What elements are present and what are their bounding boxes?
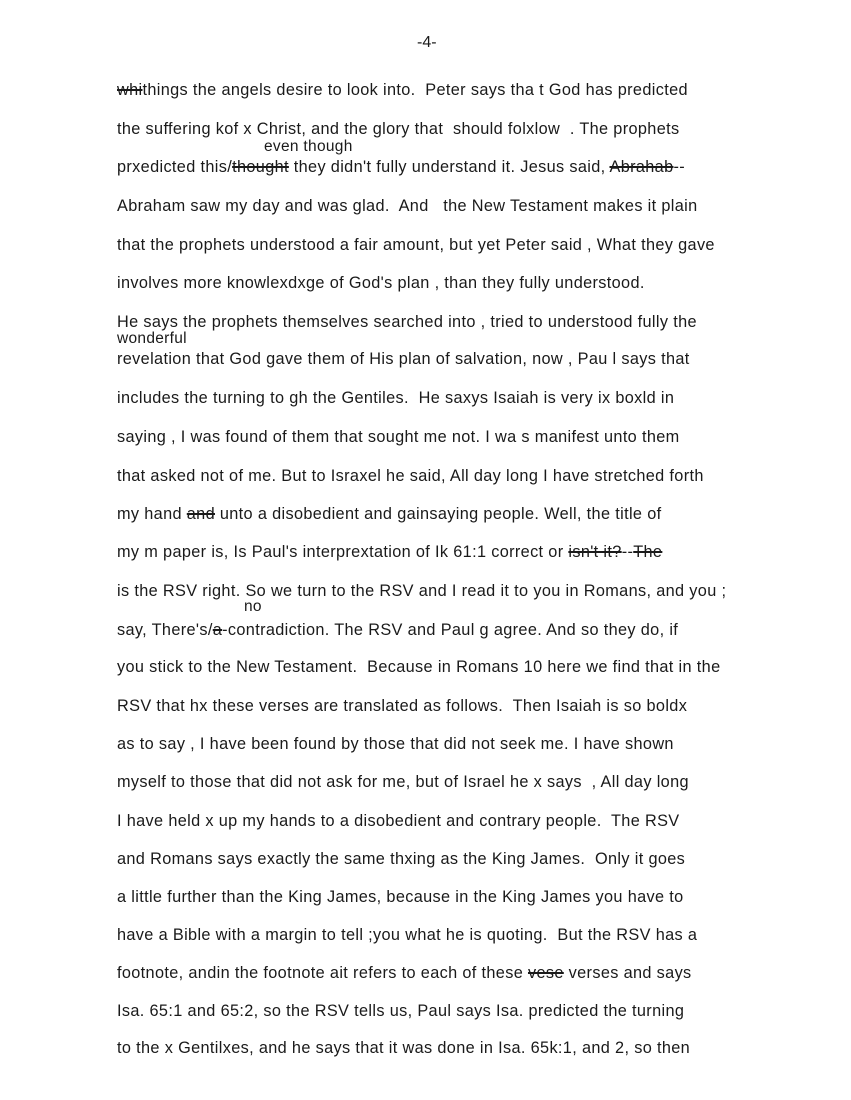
text-segment: I have held x up my hands to a disobedient and contrary people. The RSV: [117, 812, 680, 830]
text-segment: verses and says: [563, 964, 692, 982]
text-line: [117, 849, 685, 869]
text-line: [117, 119, 679, 139]
text-line: [117, 696, 687, 716]
text-segment: He says the prophets themselves searched into , tried to understood fully the: [117, 313, 697, 331]
struck-text: Abrahab: [609, 158, 674, 176]
text-line: [117, 504, 661, 524]
text-segment: prxedicted this/: [117, 158, 233, 176]
text-line: [117, 157, 685, 177]
text-line: [117, 349, 690, 369]
text-line: [117, 772, 689, 792]
text-line: [117, 811, 680, 831]
text-segment: the suffering kof x Christ, and the glory that should folxlow . The prophets: [117, 120, 680, 138]
text-segment: Isa. 65:1 and 65:2, so the RSV tells us, Paul says Isa. predicted the turning: [117, 1002, 685, 1020]
text-segment: --: [673, 158, 686, 176]
text-line: [117, 196, 698, 216]
text-segment: and Romans says exactly the same thxing as the King James. Only it goes: [117, 850, 686, 868]
text-line: [117, 963, 692, 983]
text-segment: they didn't fully understand it. Jesus said,: [288, 158, 610, 176]
text-line: [117, 581, 726, 601]
text-line: [117, 657, 721, 677]
text-segment: Abraham saw my day and was glad. And the New Testament makes it plain: [117, 197, 698, 215]
text-line: [117, 388, 674, 408]
text-segment: my hand: [117, 505, 187, 523]
text-line: [117, 1001, 684, 1021]
text-segment: RSV that hx these verses are translated as follows. Then Isaiah is so boldx: [117, 697, 688, 715]
text-segment: that the prophets understood a fair amount, but yet Peter said , What they gave: [117, 236, 715, 254]
struck-text: The: [633, 543, 663, 561]
struck-text: isn't it?: [568, 543, 622, 561]
text-line: [117, 620, 678, 640]
text-segment: have a Bible with a margin to tell ;you what he is quoting. But the RSV has a: [117, 926, 698, 944]
text-segment: you stick to the New Testament. Because in Romans 10 here we find that in the: [117, 658, 721, 676]
handwritten-insertion: no: [244, 598, 262, 615]
page-number: -4-: [417, 34, 437, 51]
text-line: [117, 542, 662, 562]
struck-text: whi: [117, 81, 143, 99]
struck-text: thought: [232, 158, 289, 176]
text-segment: as to say , I have been found by those that did not seek me. I have shown: [117, 735, 674, 753]
text-segment: revelation that God gave them of His plan of salvation, now , Pau l says that: [117, 350, 690, 368]
text-segment: -contradiction. The RSV and Paul g agree. And so they do, if: [222, 621, 679, 639]
struck-text: a: [212, 621, 223, 639]
text-line: [117, 887, 684, 907]
struck-text: and: [186, 505, 215, 523]
text-segment: that asked not of me. But to Israxel he said, All day long I have stretched forth: [117, 467, 704, 485]
insertion-line: wonderful: [117, 330, 187, 347]
text-line: [117, 312, 697, 332]
text-segment: saying , I was found of them that sought me not. I wa s manifest unto them: [117, 428, 680, 446]
text-segment: involves more knowlexdxge of God's plan , than they fully understood.: [117, 274, 645, 292]
text-segment: --: [621, 543, 634, 561]
text-segment: footnote, andin the footnote ait refers to each of these: [117, 964, 528, 982]
text-segment: things the angels desire to look into. Peter says tha t God has predicted: [142, 81, 688, 99]
struck-text: vese: [527, 964, 564, 982]
text-segment: myself to those that did not ask for me, but of Israel he x says , All day long: [117, 773, 689, 791]
text-segment: say, There's/: [117, 621, 213, 639]
text-segment: includes the turning to gh the Gentiles. He saxys Isaiah is very ix boxld in: [117, 389, 675, 407]
text-segment: to the x Gentilxes, and he says that it was done in Isa. 65k:1, and 2, so then: [117, 1039, 691, 1057]
text-line: [117, 427, 680, 447]
text-line: [117, 1038, 690, 1058]
handwritten-insertion: even though: [264, 138, 353, 155]
text-line: [117, 466, 704, 486]
text-segment: a little further than the King James, because in the King James you have to: [117, 888, 684, 906]
text-line: [117, 734, 674, 754]
text-segment: is the RSV right. So we turn to the RSV and I read it to you in Romans, and you ;: [117, 582, 727, 600]
text-line: [117, 273, 645, 293]
text-line: [117, 80, 688, 100]
text-line: [117, 235, 715, 255]
text-segment: my m paper is, Is Paul's interprextation of Ik 61:1 correct or: [117, 543, 569, 561]
text-line: [117, 925, 697, 945]
text-segment: unto a disobedient and gainsaying people. Well, the title of: [215, 505, 662, 523]
